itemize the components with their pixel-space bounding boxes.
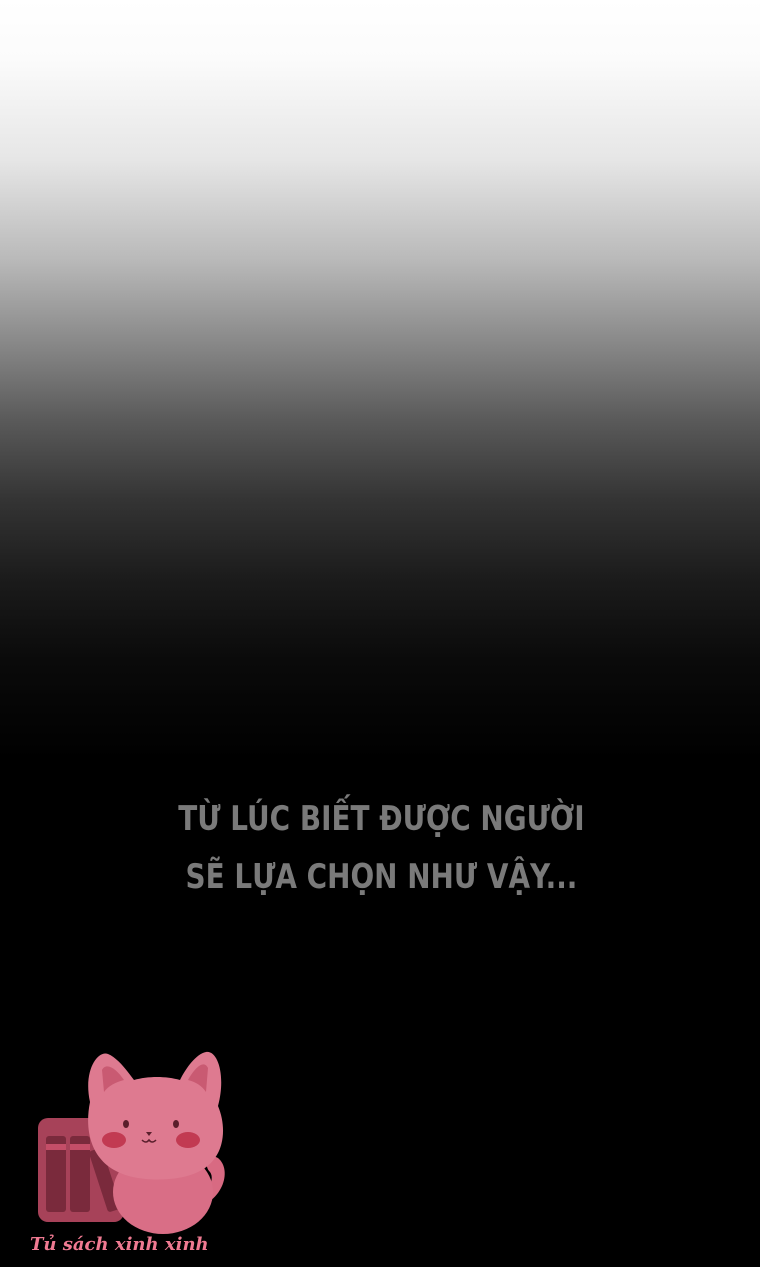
- caption-line-1: TỪ LÚC BIẾT ĐƯỢC NGƯỜI: [178, 799, 585, 839]
- caption-line-2: SẼ LỰA CHỌN NHƯ VẬY...: [185, 857, 578, 897]
- cat-bookshelf-icon: [28, 1040, 238, 1240]
- narration-caption: [70, 790, 693, 906]
- watermark-logo: [28, 1040, 238, 1265]
- watermark-text: Tủ sách xinh xinh: [30, 1234, 209, 1255]
